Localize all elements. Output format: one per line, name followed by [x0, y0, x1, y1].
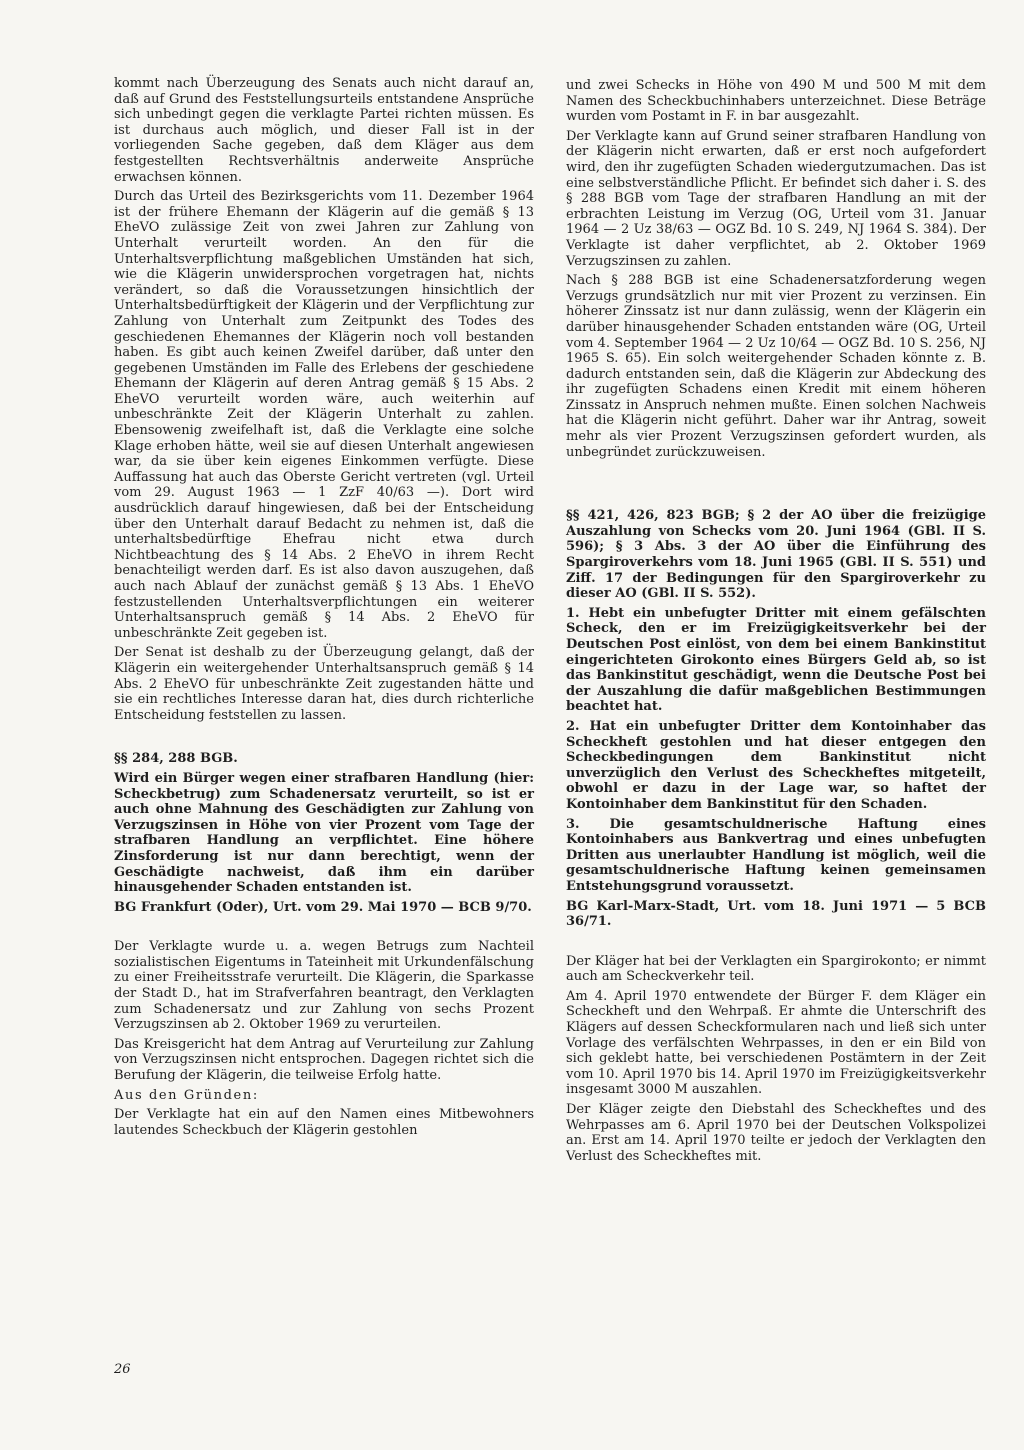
paragraph: Am 4. April 1970 entwendete der Bürger F. dem Kläger ein Scheckheft und den Wehrpaß. Er ahmte die Unterschrift des Klägers auf dessen Scheckformularen nach und ließ sich unter Vorlage des verfälschten Wehrpasses, in den er ein Bild von sich geklebt hatte, bei verschiedenen Postämtern in der Zeit vom 10. April 1970 bis 14. April 1970 im Freizügigkeitsverkehr insgesamt 3000 M auszahlen. — [566, 988, 986, 1098]
paragraph: Der Verklagte wurde u. a. wegen Betrugs zum Nachteil sozialistischen Eigentums in Tateinheit mit Urkundenfälschung zu einer Freiheitsstrafe verurteilt. Die Klägerin, die Sparkasse der Stadt D., hat im Strafverfahren beantragt, den Verklagten zum Schadenersatz und zur Zahlung von sechs Prozent Verzugszinsen ab 2. Oktober 1969 zu verurteilen. — [114, 939, 534, 1033]
paragraph: Das Kreisgericht hat dem Antrag auf Verurteilung zur Zahlung von Verzugszinsen nicht entsprochen. Dagegen richtet sich die Berufung der Klägerin, die teilweise Erfolg hatte. — [114, 1036, 534, 1084]
reasons-heading: Aus den Gründen: — [114, 1087, 259, 1103]
left-column — [114, 76, 534, 1142]
paragraph: und zwei Schecks in Höhe von 490 M und 500 M mit dem Namen des Scheckbuchinhabers unterzeichnet. Diese Beträge wurden vom Postamt in F. in bar ausgezahlt. — [566, 78, 986, 125]
section-spacer — [566, 488, 986, 508]
case-citation: BG Karl-Marx-Stadt, Urt. vom 18. Juni 1971 — 5 BCB 36/71. — [566, 898, 986, 930]
paragraph: kommt nach Überzeugung des Senats auch nicht darauf an, daß auf Grund des Feststellungsurteils entstandene Ansprüche sich unbedingt gegen die verklagte Partei richten müssen. Es ist durchaus auch möglich, und dieser Fall ist in der vorliegenden Sache gegeben, daß dem Kläger aus dem festgestellten Rechtsverhältnis anderweite Ansprüche erwachsen können. — [114, 76, 534, 185]
headnote-item: 2. Hat ein unbefugter Dritter dem Kontoinhaber das Scheckheft gestohlen und hat dieser entgegen den Scheckbedingungen dem Bankinstitut nicht unverzüglich den Verlust des Scheckheftes mitgeteilt, obwohl er dazu in der Lage war, so haftet der Kontoinhaber dem Bankinstitut für den Schaden. — [566, 718, 986, 812]
page-number: 26 — [114, 1362, 131, 1377]
headnote-item: 3. Die gesamtschuldnerische Haftung eines Kontoinhabers aus Bankvertrag und eines unbefugten Dritten aus unerlaubter Handlung ist möglich, weil die gesamtschuldnerische Haftung keinen gemeinsamen Entstehungsgrund voraussetzt. — [566, 816, 986, 894]
section-spacer — [566, 934, 986, 954]
paragraph: Der Kläger hat bei der Verklagten ein Spargirokonto; er nimmt auch am Scheckverkehr teil. — [566, 953, 986, 985]
section-heading: §§ 284, 288 BGB. — [114, 751, 238, 767]
section-spacer — [114, 919, 534, 939]
paragraph: Der Verklagte hat ein auf den Namen eines Mitbewohners lautendes Scheckbuch der Klägerin gestohlen — [114, 1107, 534, 1138]
section-spacer — [114, 727, 534, 751]
headnote-item: 1. Hebt ein unbefugter Dritter mit einem gefälschten Scheck, den er im Freizügigkeitsverkehr bei der Deutschen Post einlöst, von dem bei einem Bankinstitut eingerichteten Girokonto eines Bürgers Geld ab, so ist das Bankinstitut geschädigt, wenn die Deutsche Post bei der Auszahlung die dafür maßgeblichen Bestimmungen beachtet hat. — [566, 605, 986, 715]
right-column — [566, 78, 986, 1168]
section-heading: §§ 421, 426, 823 BGB; § 2 der AO über die freizügige Auszahlung von Schecks vom 20. Juni 1964 (GBl. II S. 596); § 3 Abs. 3 der AO über die Einführung des Spargiroverkehrs vom 18. Juni 1965 (GBl. II S. 551) und Ziff. 17 der Bedingungen für den Spargiroverkehr zu dieser AO (GBl. II S. 552). — [566, 508, 986, 602]
section-spacer — [566, 464, 986, 488]
headnote: Wird ein Bürger wegen einer strafbaren Handlung (hier: Scheckbetrug) zum Schadenersatz verurteilt, so ist er auch ohne Mahnung des Geschädigten zur Zahlung von Verzugszinsen in Höhe von vier Prozent vom Tage der strafbaren Handlung an verpflichtet. Eine höhere Zinsforderung ist nur dann berechtigt, wenn der Geschädigte nachweist, daß ihm ein darüber hinausgehender Schaden entstanden ist. — [114, 770, 534, 896]
paragraph: Der Verklagte kann auf Grund seiner strafbaren Handlung von der Klägerin nicht erwarten, daß er erst noch aufgefordert wird, den ihr zugefügten Schaden wiedergutzumachen. Das ist eine selbstverständliche Pflicht. Er befindet sich daher i. S. des § 288 BGB vom Tage der strafbaren Handlung an mit der erbrachten Leistung im Verzug (OG, Urteil vom 31. Januar 1964 — 2 Uz 38/63 — OGZ Bd. 10 S. 249, NJ 1964 S. 384). Der Verklagte ist daher verpflichtet, ab 2. Oktober 1969 Verzugszinsen zu zahlen. — [566, 128, 986, 269]
paragraph: Durch das Urteil des Bezirksgerichts vom 11. Dezember 1964 ist der frühere Ehemann der Klägerin auf die gemäß § 13 EheVO zulässige Zeit von zwei Jahren zur Zahlung von Unterhalt verurteilt worden. An den für die Unterhaltsverpflichtung maßgeblichen Umständen hat sich, wie die Klägerin unwidersprochen vorgetragen hat, nichts verändert, so daß die Voraussetzungen hinsichtlich der Unterhaltsbedürftigkeit der Klägerin und der Verpflichtung zur Zahlung von Unterhalt zum Zeitpunkt des Todes des geschiedenen Ehemannes der Klägerin noch voll bestanden haben. Es gibt auch keinen Zweifel darüber, daß unter den gegebenen Umständen im Falle des Erlebens der geschiedene Ehemann der Klägerin auf deren Antrag gemäß § 15 Abs. 2 EheVO verurteilt worden wäre, auch weiterhin auf unbeschränkte Zeit der Klägerin Unterhalt zu zahlen. Ebensowenig zweifelhaft ist, daß die Verklagte eine solche Klage erhoben hätte, weil sie auf diesen Unterhalt angewiesen war, da sie über kein eigenes Einkommen verfügte. Diese Auffassung hat auch das Oberste Gericht vertreten (vgl. Urteil vom 29. August 1963 — 1 ZzF 40/63 —). Dort wird ausdrücklich darauf hingewiesen, daß bei der Entscheidung über den Unterhalt darauf Bedacht zu nehmen ist, daß die unterhaltsbedürftige Ehefrau nicht etwa durch Nichtbeachtung des § 14 Abs. 2 EheVO in ihrem Recht benachteiligt werden darf. Es ist also davon auszugehen, daß auch nach Ablauf der zunächst gemäß § 13 Abs. 1 EheVO festzustellenden Unterhaltsverpflichtungen ein weiterer Unterhaltsanspruch gemäß § 14 Abs. 2 EheVO für unbeschränkte Zeit gegeben ist. — [114, 189, 534, 641]
case-citation: BG Frankfurt (Oder), Urt. vom 29. Mai 1970 — BCB 9/70. — [114, 899, 532, 915]
paragraph: Der Kläger zeigte den Diebstahl des Scheckheftes und des Wehrpasses am 6. April 1970 bei der Deutschen Volkspolizei an. Erst am 14. April 1970 teilte er jedoch der Verklagten den Verlust des Scheckheftes mit. — [566, 1102, 986, 1164]
paragraph: Der Senat ist deshalb zu der Überzeugung gelangt, daß der Klägerin ein weitergehender Unterhaltsanspruch gemäß § 14 Abs. 2 EheVO für unbeschränkte Zeit zugestanden hätte und sie ein rechtliches Interesse daran hat, dies durch richterliche Entscheidung feststellen zu lassen. — [114, 645, 534, 723]
paragraph: Nach § 288 BGB ist eine Schadenersatzforderung wegen Verzugs grundsätzlich nur mit vier Prozent zu verzinsen. Ein höherer Zinssatz ist nur dann zulässig, wenn der Klägerin ein darüber hinausgehender Schaden entstanden wäre (OG, Urteil vom 4. September 1964 — 2 Uz 10/64 — OGZ Bd. 10 S. 256, NJ 1965 S. 65). Ein solch weitergehender Schaden könnte z. B. dadurch entstanden sein, daß die Klägerin zur Abdeckung des ihr zugefügten Schadens einen Kredit mit einem höheren Zinssatz in Anspruch nehmen mußte. Einen solchen Nachweis hat die Klägerin nicht geführt. Daher war ihr Antrag, soweit mehr als vier Prozent Verzugszinsen gefordert wurden, als unbegründet zurückzuweisen. — [566, 273, 986, 460]
